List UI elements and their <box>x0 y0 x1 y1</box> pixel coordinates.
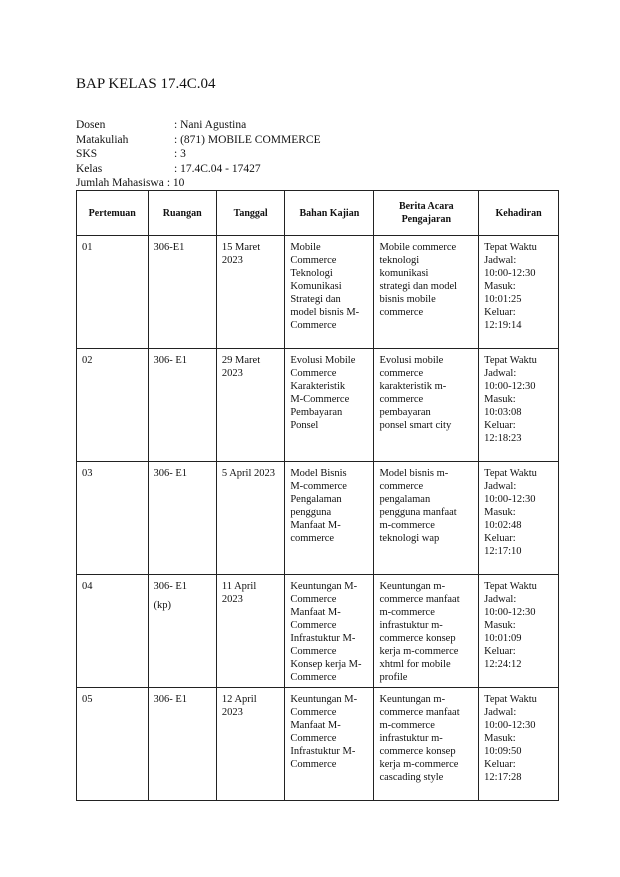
cell-berita-acara-line: infrastuktur m- <box>379 620 443 631</box>
cell-kehadiran-line: 12:17:28 <box>484 772 522 783</box>
cell-berita-acara <box>374 575 479 688</box>
table-row <box>77 349 559 462</box>
cell-kehadiran-line: 10:00-12:30 <box>484 494 536 505</box>
cell-kehadiran-line: 12:18:23 <box>484 433 522 444</box>
cell-kehadiran-line: Tepat Waktu <box>484 355 537 366</box>
cell-berita-acara <box>374 462 479 575</box>
cell-kehadiran <box>479 575 559 688</box>
cell-bahan-kajian-line: Konsep kerja M- <box>290 659 362 670</box>
cell-berita-acara-line: pengalaman <box>379 494 431 505</box>
cell-kehadiran-line: Keluar: <box>484 307 516 318</box>
cell-tanggal: 29 Maret 2023 <box>216 349 284 462</box>
cell-kehadiran-line: Masuk: <box>484 394 516 405</box>
cell-berita-acara-line: commerce konsep <box>379 746 456 757</box>
header-berita-acara: Berita Acara Pengajaran <box>374 191 479 236</box>
cell-pertemuan: 02 <box>77 349 149 462</box>
info-label: Jumlah Mahasiswa <box>76 177 164 190</box>
cell-kehadiran-line: 10:01:09 <box>484 633 522 644</box>
cell-kehadiran-line: Keluar: <box>484 759 516 770</box>
cell-bahan-kajian-line: M-commerce <box>290 481 347 492</box>
cell-kehadiran-line: Masuk: <box>484 620 516 631</box>
cell-bahan-kajian-line: Infrastuktur M- <box>290 633 356 644</box>
table-row <box>77 462 559 575</box>
cell-bahan-kajian-line: Manfaat M- <box>290 720 341 731</box>
cell-kehadiran-line: Jadwal: <box>484 368 517 379</box>
cell-kehadiran-line: 10:00-12:30 <box>484 268 536 279</box>
cell-berita-acara-line: Model bisnis m- <box>379 468 449 479</box>
cell-ruangan <box>148 462 216 575</box>
ruangan-text: 306-E1 <box>153 242 185 253</box>
cell-bahan-kajian-line: Mobile <box>290 242 321 253</box>
cell-kehadiran-line: Jadwal: <box>484 481 517 492</box>
cell-kehadiran-line: 10:00-12:30 <box>484 607 536 618</box>
cell-ruangan <box>148 575 216 688</box>
cell-kehadiran-line: 12:24:12 <box>484 659 522 670</box>
cell-bahan-kajian-line: Commerce <box>290 320 337 331</box>
cell-bahan-kajian-line: Teknologi <box>290 268 333 279</box>
cell-berita-acara-line: Mobile commerce <box>379 242 457 253</box>
cell-berita-acara-line: kerja m-commerce <box>379 646 459 657</box>
cell-kehadiran-line: Jadwal: <box>484 594 517 605</box>
cell-berita-acara-line: commerce manfaat <box>379 707 460 718</box>
cell-kehadiran-line: Tepat Waktu <box>484 581 537 592</box>
cell-berita-acara-line: Keuntungan m- <box>379 581 446 592</box>
header-kehadiran: Kehadiran <box>479 191 559 236</box>
cell-berita-acara-line: strategi dan model <box>379 281 458 292</box>
cell-berita-acara-line: m-commerce <box>379 720 435 731</box>
info-row-dosen <box>76 118 321 133</box>
cell-bahan-kajian-line: Strategi dan <box>290 294 341 305</box>
cell-bahan-kajian-line: Manfaat M- <box>290 607 341 618</box>
cell-kehadiran-line: Masuk: <box>484 507 516 518</box>
cell-berita-acara-line: kerja m-commerce <box>379 759 459 770</box>
cell-tanggal: 5 April 2023 <box>216 462 284 575</box>
cell-kehadiran-line: Tepat Waktu <box>484 694 537 705</box>
cell-berita-acara-line: Keuntungan m- <box>379 694 446 705</box>
cell-berita-acara-line: m-commerce <box>379 607 435 618</box>
cell-pertemuan: 04 <box>77 575 149 688</box>
info-row-jumlah-mahasiswa <box>76 176 321 191</box>
cell-berita-acara-line: profile <box>379 672 408 683</box>
cell-berita-acara-line: commerce konsep <box>379 633 456 644</box>
header-ruangan: Ruangan <box>148 191 216 236</box>
cell-kehadiran <box>479 462 559 575</box>
cell-kehadiran-line: Keluar: <box>484 533 516 544</box>
cell-bahan-kajian <box>285 575 374 688</box>
cell-berita-acara-line: commerce manfaat <box>379 594 460 605</box>
cell-bahan-kajian-line: Commerce <box>290 672 337 683</box>
cell-kehadiran-line: Masuk: <box>484 281 516 292</box>
cell-ruangan <box>148 236 216 349</box>
cell-kehadiran-line: Jadwal: <box>484 707 517 718</box>
cell-kehadiran-line: 10:03:08 <box>484 407 522 418</box>
cell-berita-acara-line: xhtml for mobile <box>379 659 451 670</box>
cell-bahan-kajian <box>285 349 374 462</box>
info-value: : 10 <box>166 177 185 190</box>
cell-bahan-kajian-line: Commerce <box>290 759 337 770</box>
cell-berita-acara-line: pembayaran <box>379 407 431 418</box>
cell-bahan-kajian-line: commerce <box>290 533 335 544</box>
cell-berita-acara-line: teknologi wap <box>379 533 440 544</box>
cell-bahan-kajian-line: Infrastuktur M- <box>290 746 356 757</box>
cell-bahan-kajian-line: Komunikasi <box>290 281 342 292</box>
table-row <box>77 575 559 688</box>
cell-kehadiran-line: Keluar: <box>484 420 516 431</box>
cell-ruangan <box>148 349 216 462</box>
cell-bahan-kajian-line: Commerce <box>290 620 337 631</box>
cell-kehadiran-line: Jadwal: <box>484 255 517 266</box>
cell-kehadiran-line: Masuk: <box>484 733 516 744</box>
cell-bahan-kajian-line: Ponsel <box>290 420 319 431</box>
cell-bahan-kajian-line: Commerce <box>290 707 337 718</box>
cell-berita-acara-line: commerce <box>379 307 424 318</box>
cell-tanggal: 15 Maret 2023 <box>216 236 284 349</box>
cell-bahan-kajian-line: Keuntungan M- <box>290 581 358 592</box>
cell-berita-acara-line: infrastuktur m- <box>379 733 443 744</box>
cell-berita-acara-line: pengguna manfaat <box>379 507 457 518</box>
cell-bahan-kajian-line: Model Bisnis <box>290 468 347 479</box>
cell-berita-acara-line: commerce <box>379 394 424 405</box>
info-label: Dosen <box>76 119 106 131</box>
info-value: : 17.4C.04 - 17427 <box>174 162 261 175</box>
cell-berita-acara-line: ponsel smart city <box>379 420 452 431</box>
cell-tanggal: 12 April 2023 <box>216 688 284 801</box>
cell-kehadiran <box>479 688 559 801</box>
info-label: Matakuliah <box>76 133 129 146</box>
header-bahan-kajian: Bahan Kajian <box>285 191 374 236</box>
class-info <box>76 118 321 191</box>
info-value: : Nani Agustina <box>174 119 247 131</box>
cell-bahan-kajian-line: Pengalaman <box>290 494 342 505</box>
info-label: Kelas <box>76 162 103 175</box>
header-tanggal: Tanggal <box>216 191 284 236</box>
cell-berita-acara-line: karakteristik m- <box>379 381 447 392</box>
table-row <box>77 688 559 801</box>
cell-bahan-kajian <box>285 236 374 349</box>
cell-berita-acara <box>374 349 479 462</box>
table-row <box>77 236 559 349</box>
cell-bahan-kajian <box>285 688 374 801</box>
cell-berita-acara-line: cascading style <box>379 772 444 783</box>
table-header-row <box>77 191 559 236</box>
cell-bahan-kajian-line: Commerce <box>290 255 337 266</box>
info-label: SKS <box>76 148 98 161</box>
ruangan-text: 306- E1 <box>153 355 188 366</box>
info-row-matakuliah <box>76 133 321 148</box>
cell-berita-acara-line: m-commerce <box>379 520 435 531</box>
cell-kehadiran-line: Tepat Waktu <box>484 242 537 253</box>
cell-pertemuan: 03 <box>77 462 149 575</box>
cell-bahan-kajian-line: Commerce <box>290 594 337 605</box>
cell-bahan-kajian-line: M-Commerce <box>290 394 350 405</box>
ruangan-text: 306- E1 <box>153 581 188 592</box>
ruangan-text: 306- E1 <box>153 468 188 479</box>
cell-kehadiran-line: Tepat Waktu <box>484 468 537 479</box>
cell-pertemuan: 01 <box>77 236 149 349</box>
table-body <box>77 236 559 801</box>
cell-kehadiran-line: Keluar: <box>484 646 516 657</box>
info-row-kelas <box>76 162 321 177</box>
info-value: : 3 <box>174 148 186 161</box>
cell-kehadiran-line: 10:01:25 <box>484 294 522 305</box>
header-pertemuan: Pertemuan <box>77 191 149 236</box>
cell-bahan-kajian <box>285 462 374 575</box>
cell-bahan-kajian-line: Commerce <box>290 368 337 379</box>
cell-kehadiran-line: 10:00-12:30 <box>484 720 536 731</box>
cell-berita-acara-line: commerce <box>379 481 424 492</box>
cell-bahan-kajian-line: Commerce <box>290 733 337 744</box>
cell-berita-acara-line: komunikasi <box>379 268 429 279</box>
cell-bahan-kajian-line: model bisnis M- <box>290 307 360 318</box>
page-title: BAP KELAS 17.4C.04 <box>76 76 216 92</box>
cell-tanggal: 11 April 2023 <box>216 575 284 688</box>
cell-bahan-kajian-line: pengguna <box>290 507 332 518</box>
cell-kehadiran <box>479 236 559 349</box>
cell-berita-acara <box>374 236 479 349</box>
cell-kehadiran-line: 10:00-12:30 <box>484 381 536 392</box>
cell-kehadiran-line: 12:17:10 <box>484 546 522 557</box>
ruangan-note: (kp) <box>153 600 172 611</box>
cell-kehadiran-line: 10:09:50 <box>484 746 522 757</box>
cell-kehadiran-line: 12:19:14 <box>484 320 522 331</box>
cell-kehadiran-line: 10:02:48 <box>484 520 522 531</box>
cell-bahan-kajian-line: Manfaat M- <box>290 520 341 531</box>
cell-berita-acara <box>374 688 479 801</box>
cell-berita-acara-line: commerce <box>379 368 424 379</box>
bap-table <box>76 190 559 801</box>
cell-berita-acara-line: teknologi <box>379 255 420 266</box>
cell-pertemuan: 05 <box>77 688 149 801</box>
cell-bahan-kajian-line: Pembayaran <box>290 407 343 418</box>
cell-bahan-kajian-line: Keuntungan M- <box>290 694 358 705</box>
cell-bahan-kajian-line: Evolusi Mobile <box>290 355 356 366</box>
cell-bahan-kajian-line: Commerce <box>290 646 337 657</box>
cell-bahan-kajian-line: Karakteristik <box>290 381 346 392</box>
cell-berita-acara-line: Evolusi mobile <box>379 355 444 366</box>
info-row-sks <box>76 147 321 162</box>
cell-ruangan <box>148 688 216 801</box>
ruangan-text: 306- E1 <box>153 694 188 705</box>
cell-berita-acara-line: bisnis mobile <box>379 294 436 305</box>
info-value: : (871) MOBILE COMMERCE <box>174 133 321 146</box>
cell-kehadiran <box>479 349 559 462</box>
